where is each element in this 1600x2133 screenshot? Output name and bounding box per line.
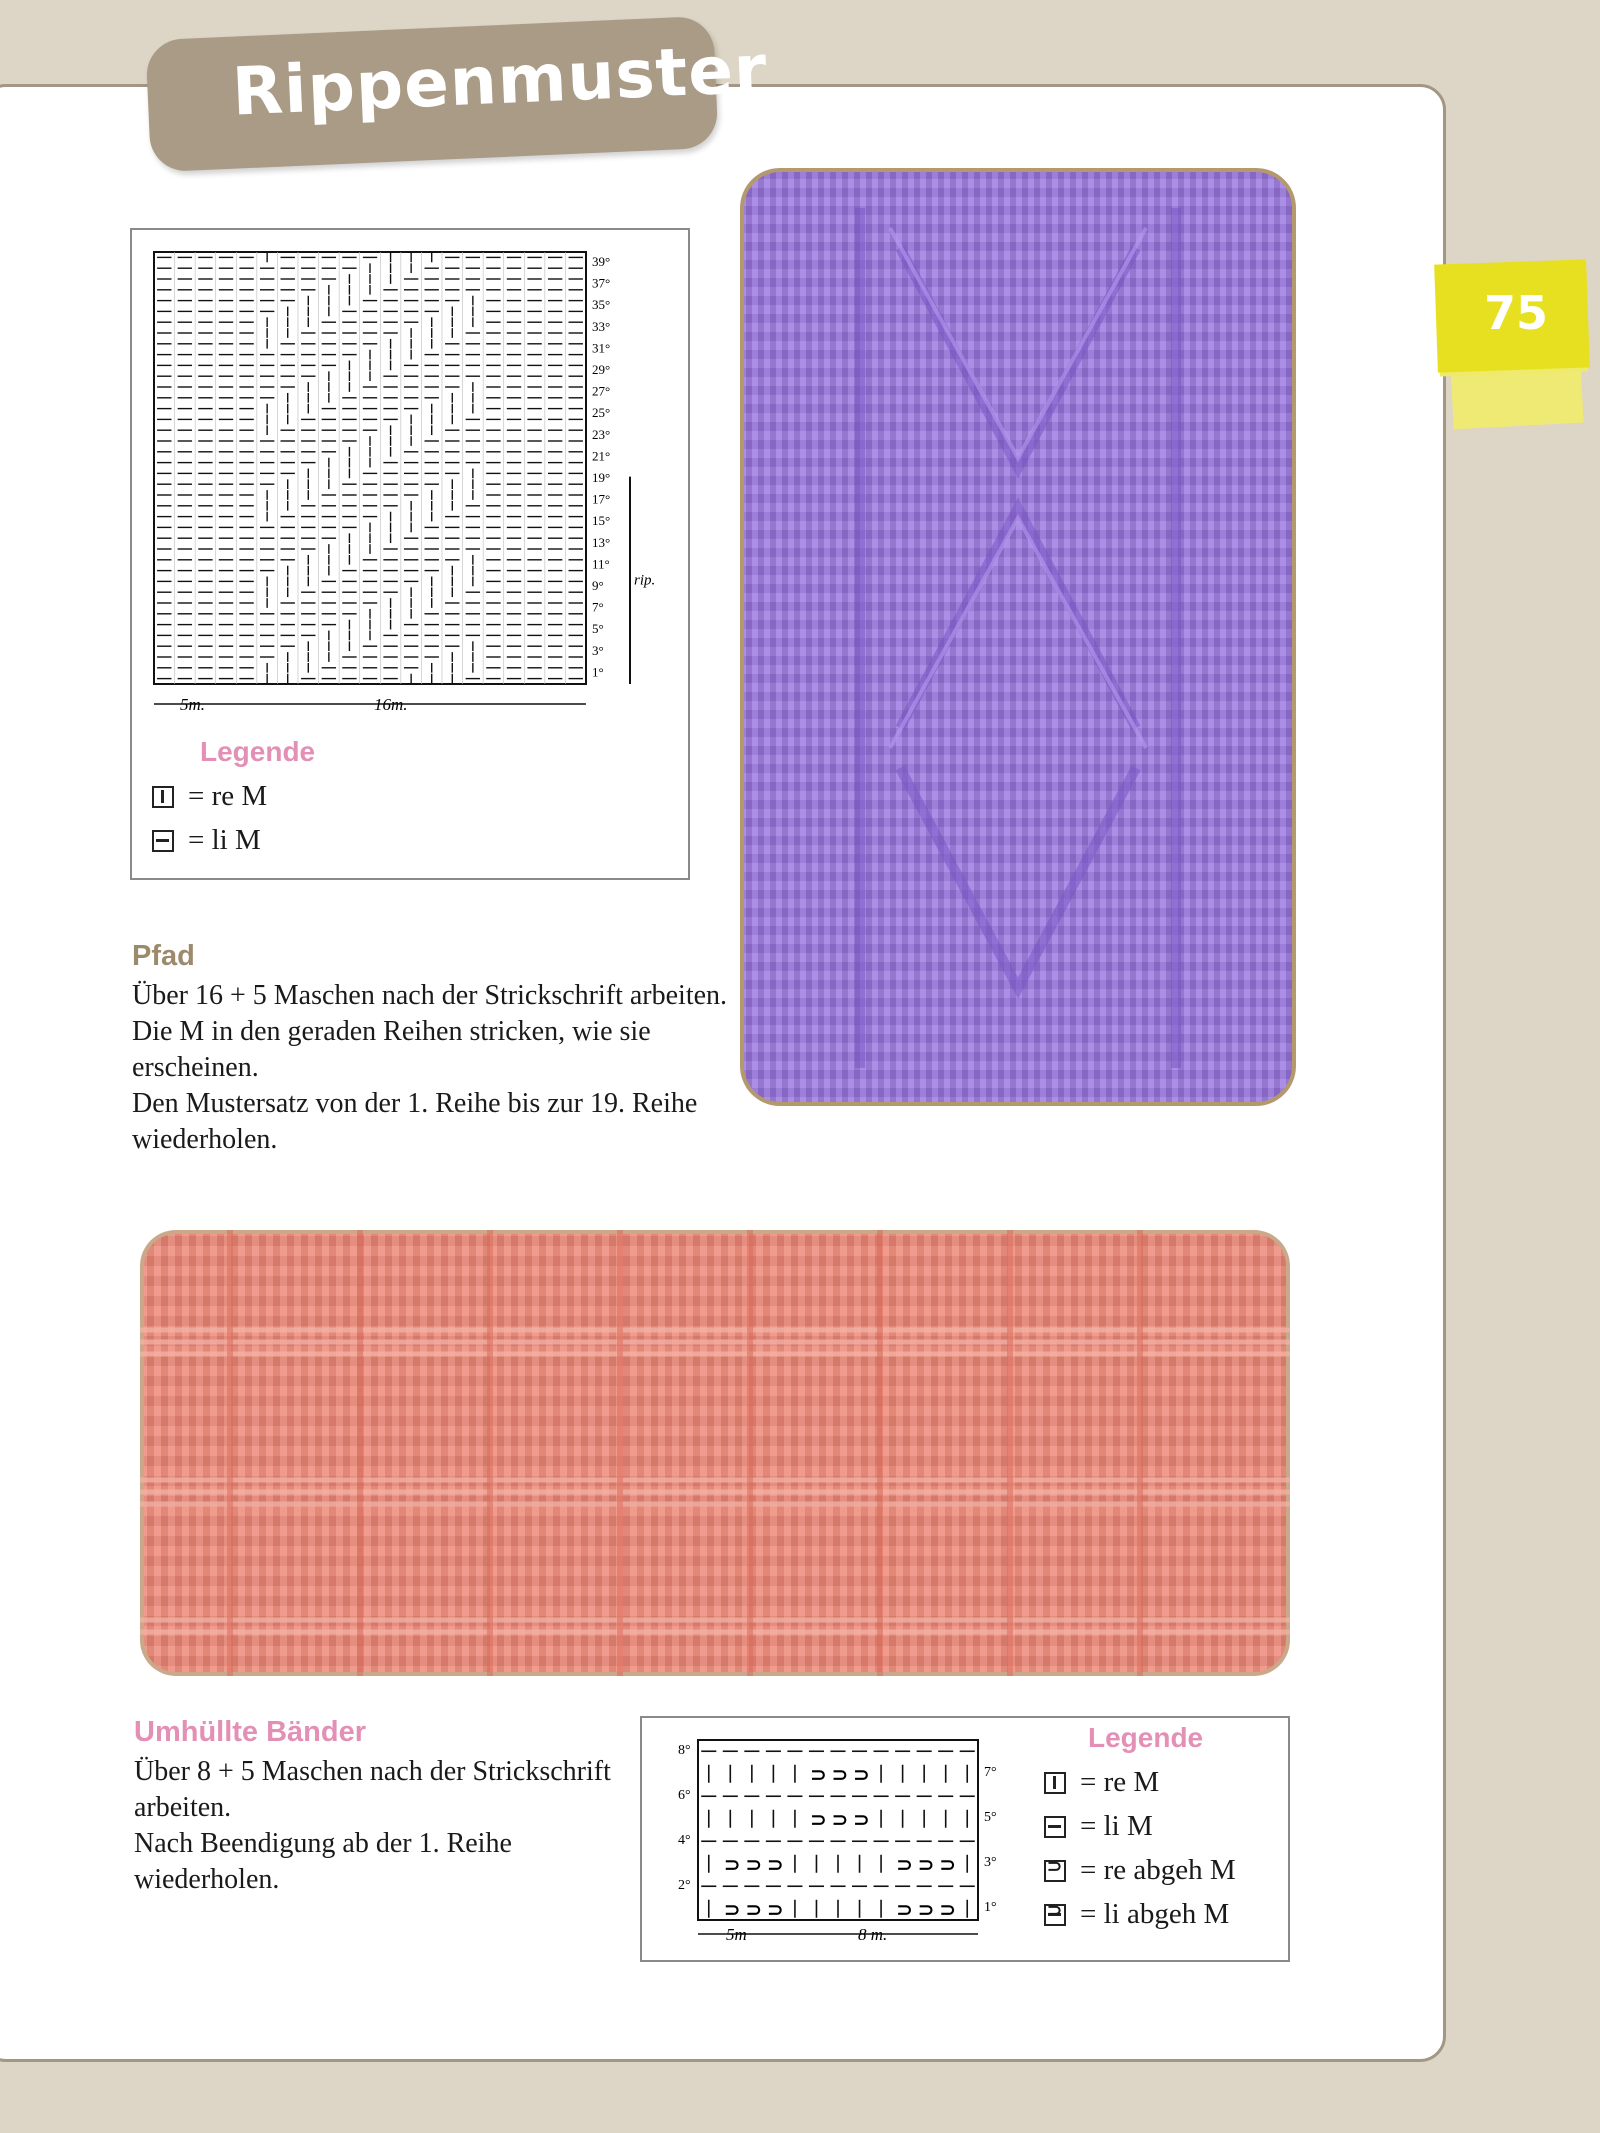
swatch-texture (140, 1230, 1290, 1676)
row-label-left: 6° (678, 1788, 691, 1803)
slipped-stitch-mark: ⊃ (832, 1809, 848, 1831)
slip-purlwise-icon (1044, 1904, 1066, 1926)
slipped-stitch-mark: ⊃ (745, 1899, 762, 1921)
repeat-label: rip. (634, 572, 656, 589)
row-label: 23° (592, 426, 611, 442)
coral-knit-swatch-photo (140, 1230, 1290, 1676)
slipped-stitch-mark: ⊃ (745, 1854, 762, 1876)
legend-label: = li M (1080, 1810, 1153, 1842)
row-label: 21° (592, 448, 611, 464)
row-label: 33° (592, 318, 611, 334)
slipped-stitch-mark: ⊃ (767, 1899, 784, 1921)
chart-grid-border (154, 252, 586, 684)
slipped-stitch-mark: ⊃ (896, 1899, 913, 1921)
slipped-stitch-mark: ⊃ (896, 1854, 913, 1876)
row-label-left: 8° (678, 1743, 691, 1758)
purl-stitch-icon (152, 830, 174, 852)
pattern1-legend-item (152, 780, 267, 813)
row-label-right: 1° (984, 1900, 997, 1915)
slipped-stitch-mark: ⊃ (853, 1764, 870, 1786)
description-line: erscheinen. (132, 1052, 259, 1083)
legend-label: = re abgeh M (1080, 1854, 1236, 1886)
width-label-left: 5m. (180, 695, 206, 714)
pattern1-title: Pfad (132, 940, 195, 972)
slipped-stitch-mark: ⊃ (918, 1854, 935, 1876)
description-line: Den Mustersatz von der 1. Reihe bis zur 19. Reihe (132, 1088, 698, 1119)
row-label-right: 7° (984, 1765, 997, 1780)
knit-stitch-icon (1044, 1772, 1066, 1794)
slipped-stitch-mark: ⊃ (767, 1854, 784, 1876)
description-line: arbeiten. (134, 1792, 232, 1823)
pattern1-legend-item (152, 824, 261, 857)
row-label: 39° (592, 254, 611, 269)
pattern2-description (134, 1754, 611, 1898)
slipped-stitch-mark: ⊃ (939, 1899, 956, 1921)
slipped-stitch-mark: ⊃ (918, 1899, 935, 1921)
row-label-left: 2° (678, 1878, 691, 1893)
row-label-left: 4° (678, 1833, 691, 1848)
row-label: 19° (592, 470, 611, 485)
row-label: 11° (592, 556, 610, 572)
description-line: Nach Beendigung ab der 1. Reihe (134, 1828, 512, 1859)
page-number: 75 (1483, 286, 1548, 340)
pattern1-legend-title: Legende (200, 736, 316, 767)
slip-knitwise-icon (1044, 1860, 1066, 1882)
slipped-stitch-mark: ⊃ (724, 1899, 741, 1921)
slipped-stitch-mark: ⊃ (724, 1854, 741, 1876)
row-label-right: 3° (984, 1855, 997, 1870)
pattern2-legend-item (1044, 1810, 1153, 1843)
pattern2-legend-title: Legende (1088, 1722, 1204, 1753)
pattern1-chart (132, 230, 688, 714)
knit-stitch-icon (152, 786, 174, 808)
swatch-texture (740, 168, 1296, 1106)
width-label-left: 5m (726, 1925, 747, 1944)
width-label-right: 16m. (374, 695, 408, 714)
pattern2-legend-item (1044, 1854, 1236, 1887)
pattern2-legend-item (1044, 1898, 1229, 1931)
legend-label: = re M (1080, 1766, 1160, 1798)
purple-knit-swatch-photo (740, 168, 1296, 1106)
slipped-stitch-mark: ⊃ (810, 1809, 827, 1831)
row-label: 31° (592, 340, 611, 356)
row-label: 13° (592, 534, 611, 550)
legend-label: = li abgeh M (1080, 1898, 1230, 1930)
row-label: 9° (592, 578, 604, 593)
description-line: wiederholen. (132, 1124, 278, 1155)
row-label-right: 5° (984, 1810, 997, 1825)
purl-stitch-icon (1044, 1816, 1066, 1838)
row-label: 25° (592, 405, 611, 421)
pattern2-title: Umhüllte Bänder (134, 1716, 367, 1748)
row-label: 29° (592, 362, 611, 377)
pattern2-legend-item (1044, 1766, 1159, 1799)
description-line: wiederholen. (134, 1864, 280, 1895)
slipped-stitch-mark: ⊃ (832, 1764, 848, 1786)
slipped-stitch-mark: ⊃ (853, 1809, 870, 1831)
slipped-stitch-mark: ⊃ (810, 1764, 827, 1786)
pattern2-chart (642, 1718, 1002, 1960)
row-label: 5° (592, 621, 604, 637)
row-label: 7° (592, 599, 604, 615)
slipped-stitch-mark: ⊃ (939, 1854, 956, 1876)
description-line: Über 8 + 5 Maschen nach der Strickschrift (134, 1756, 611, 1787)
pattern1-description (132, 978, 727, 1158)
description-line: Über 16 + 5 Maschen nach der Strickschrift arbeiten. (132, 980, 728, 1011)
description-line: Die M in den geraden Reihen stricken, wie sie (132, 1016, 651, 1047)
row-label: 17° (592, 491, 611, 507)
page-title: Rippenmuster (230, 30, 770, 131)
row-label: 27° (592, 383, 611, 399)
row-label: 15° (592, 513, 611, 529)
row-label: 35° (592, 297, 611, 313)
legend-label: = re M (188, 780, 268, 812)
row-label: 1° (592, 664, 604, 680)
row-label: 3° (592, 642, 604, 658)
legend-label: = li M (188, 824, 261, 856)
width-label-right: 8 m. (858, 1925, 888, 1944)
row-label: 37° (592, 275, 611, 291)
